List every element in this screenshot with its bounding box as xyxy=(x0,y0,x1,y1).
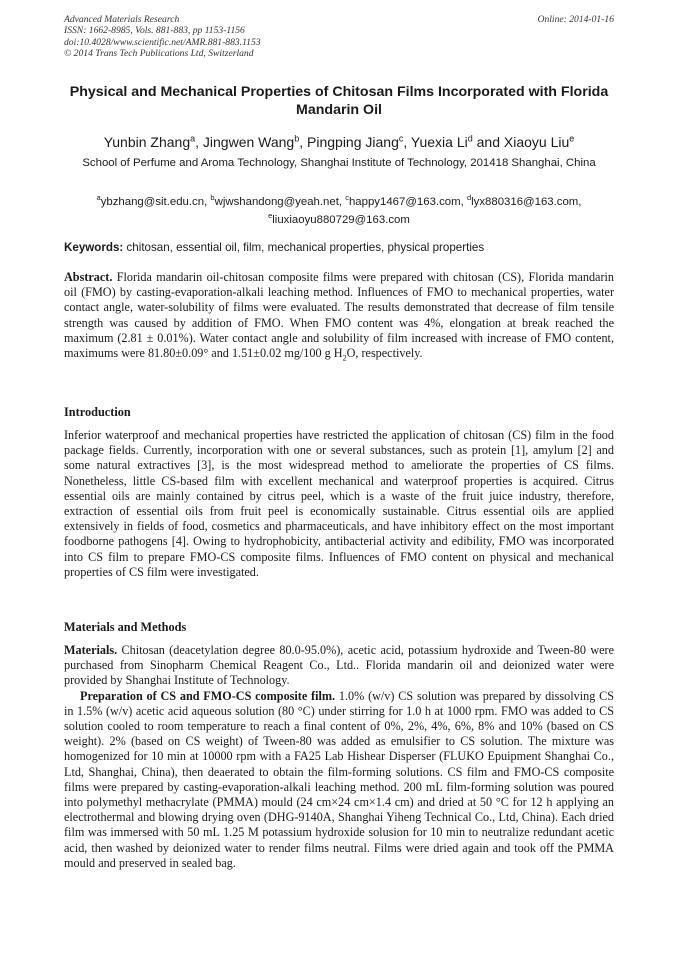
author: Pingping Jiang$^c$, xyxy=(307,133,411,150)
email-link[interactable]: $^c$happy1467@163.com, xyxy=(345,193,467,208)
email-link[interactable]: $^e$liuxiaoyu880729@163.com xyxy=(268,210,410,226)
keywords xyxy=(64,240,614,255)
abstract: Abstract. Florida mandarin oil-chitosan composite films were prepared with chitosan (CS), Florida mandarin oil (FMO) by casting-evaporation-alkali leaching method. Influences of FMO to mechanical properties, water contact angle, water-solubility of films were evaluated. The results demonstrated that decrease of film tensile strength was caused by addition of FMO. When FMO content was 4%, elongation at break reached the maximum (2.81 ± 0.01%). Water contact angle and solubility of film increased with increase of FMO content, maximums were 81.80±0.09° and 1.51±0.02 mg/100 g $H_2O$, respectively. xyxy=(64,270,614,363)
keywords-text: chitosan, essential oil, film, mechanical properties, physical properties xyxy=(123,241,485,254)
abstract-text: Florida mandarin oil-chitosan composite films were prepared with chitosan (CS), Florida mandarin oil (FMO) by casting-evaporation-alkali leaching method. Influences of FMO to mechanical properties, water contact angle, water-solubility of films were evaluated. The results demonstrated that decrease of film tensile strength was caused by addition of FMO. When FMO content was 4%, elongation at break reached the maximum (2.81 ± 0.01%). Water contact angle and solubility of film increased with increase of FMO content, maximums were 81.80±0.09° and 1.51±0.02 mg/100 g H xyxy=(64,270,614,361)
author: Jingwen Wang$^b$, xyxy=(202,133,308,150)
author: Xiaoyu Liu$^e$ xyxy=(503,133,575,150)
author-list xyxy=(40,130,638,150)
doi-line: doi:10.4028/www.scientific.net/AMR.881-883.1153 xyxy=(64,36,261,48)
email-link[interactable]: $^b$wjwshandong@yeah.net, xyxy=(210,193,346,208)
email-list xyxy=(52,191,626,227)
affiliation: School of Perfume and Aroma Technology, Shanghai Institute of Technology, 201418 Shanghai, China xyxy=(82,157,596,169)
online-date: Online: 2014-01-16 xyxy=(537,14,614,25)
section-heading-methods: Materials and Methods xyxy=(64,620,187,634)
materials-paragraph: Materials. Chitosan (deacetylation degree 80.0-95.0%), acetic acid, potassium hydroxide and Tween-80 were purchased from Sinopharm Chemical Reagent Co., Ltd.. Florida mandarin oil and deionized water were provided by Shanghai Institute of Technology. xyxy=(64,643,614,688)
journal-name: Advanced Materials Research xyxy=(64,14,180,25)
methods-body xyxy=(64,643,614,871)
introduction-paragraph: Inferior waterproof and mechanical properties have restricted the application of chitosan (CS) film in the food package fields. Currently, incorporation with one or several substances, such as protein [1], amylum [2] and some natural extractives [3], is the most widespread method to ameliorate the properties of CS films. Nonetheless, little CS-based film with excellent mechanical and waterproof properties is acquired. Citrus essential oils are mainly contained by citrus peel, which is a waste of the fruit juice industry, therefore, extraction of essential oils from fruit peel is economically sustainable. Citrus essential oils are applied extensively in fields of food, cosmetics and pharmaceuticals, and have inhibitory effect on the most important foodborne pathogens [4]. Owing to hydrophobicity, antibacterial activity and edibility, FMO was incorporated into CS film to prepare FMO-CS composite films. Influences of FMO content on physical and mechanical properties of CS film were investigated. xyxy=(64,428,614,579)
author: Yunbin Zhang$^a$, xyxy=(103,133,203,150)
keywords-label: Keywords: xyxy=(64,241,124,254)
email-link[interactable]: $^d$lyx880316@163.com, xyxy=(466,193,582,208)
author: Yuexia Li$^d$ and xyxy=(410,133,504,150)
email-link[interactable]: $^a$ybzhang@sit.edu.cn, xyxy=(96,193,211,208)
preparation-paragraph: Preparation of CS and FMO-CS composite film. 1.0% (w/v) CS solution was prepared by dissolving CS in 1.5% (w/v) acetic acid aqueous solution (80 °C) under stirring for 1.0 h at 1000 rpm. FMO was added to CS solution cooled to room temperature to reach a final content of 0%, 2%, 4%, 6%, 8% and 10% (based on CS weight). 2% (based on CS weight) of Tween-80 was added as emulsifier to CS solution. The mixture was homogenized for 10 min at 10000 rpm with a FA25 Lab Hishear Disperser (FLUKO Epuipment Shanghai Co., Ltd, Shanghai, China), then deaerated to obtain the film-forming solutions. CS film and FMO-CS composite films were prepared by casting-evaporation-alkali leaching method. 200 mL film-forming solution was poured into polymethyl methacrylate (PMMA) mould (24 cm×24 cm×1.4 cm) and dried at 50 °C for 12 h applying an electrothermal and blowing drying oven (DHG-9140A, Shanghai Yiheng Technical Co., Ltd, China). Each dried film was immersed with 50 mL 1.25 M potassium hydroxide solusion for 10 min to neutralize redundant acetic acid, then washed by deionized water to render films neutral. Films were dried again and took off the PMMA mould and preserved in sealed bag. xyxy=(64,688,614,870)
paper-title: Physical and Mechanical Properties of Chitosan Films Incorporated with Florida Mandarin Oil xyxy=(69,84,609,118)
copyright-line: © 2014 Trans Tech Publications Ltd, Switzerland xyxy=(64,48,254,60)
introduction-body xyxy=(64,428,614,580)
abstract-label: Abstract. xyxy=(64,270,113,284)
journal-header xyxy=(64,14,614,60)
section-heading-introduction: Introduction xyxy=(64,405,131,419)
issn-line: ISSN: 1662-8985, Vols. 881-883, pp 1153-1156 xyxy=(64,25,245,37)
